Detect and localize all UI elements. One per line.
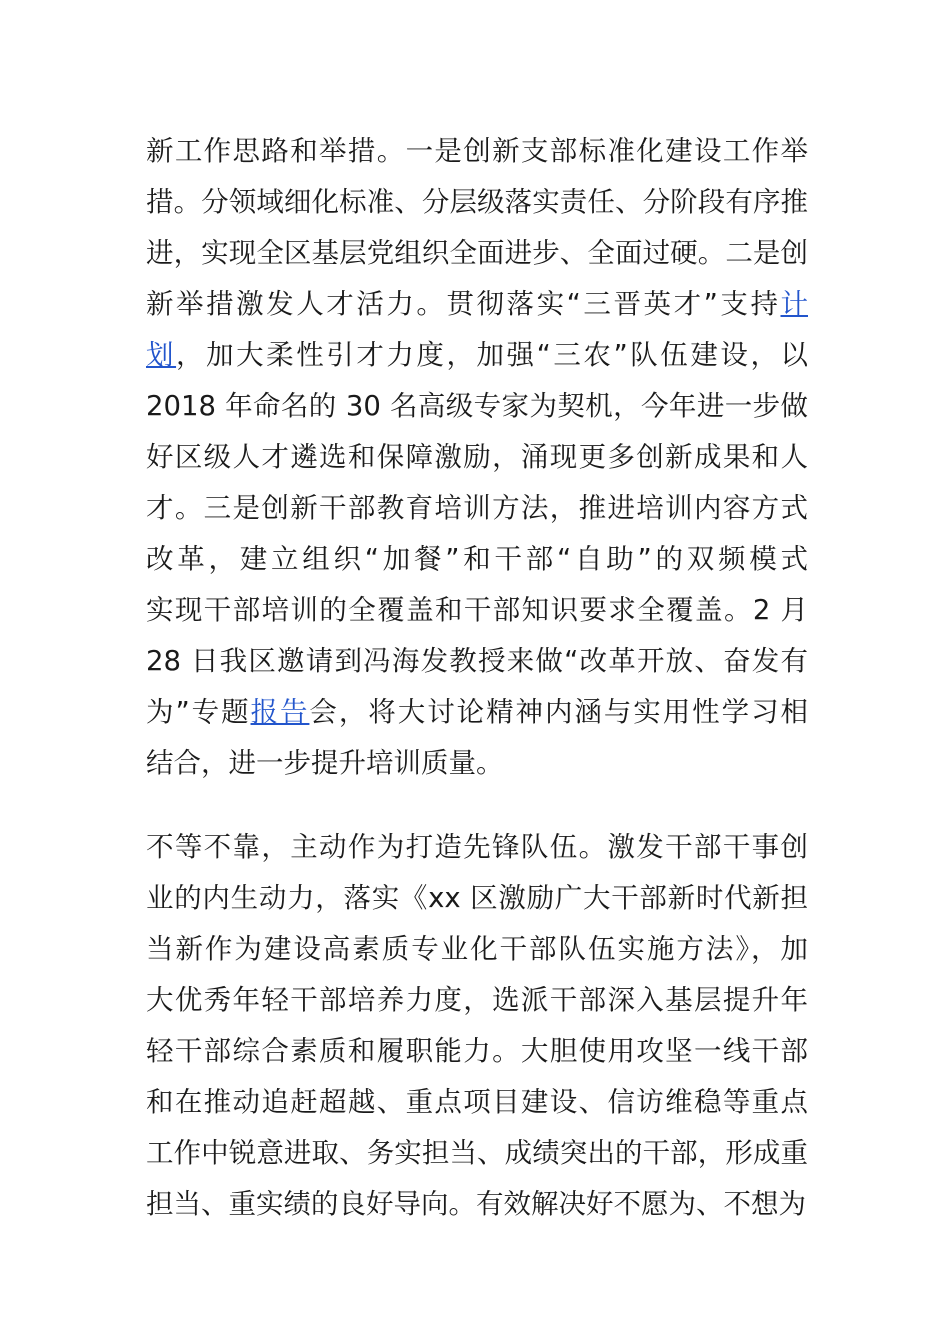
text-run: 担当、重实绩的良好导向。有效解决好不愿为、不想为 — [146, 1188, 806, 1220]
text-run: 新举措激发人才活力。贯彻落实“三晋英才”支持 — [146, 288, 781, 320]
text-run: 会，将大讨论精神内涵与实用性学习相 — [309, 696, 809, 728]
text-run: ，加大柔性引才力度，加强“三农”队伍建设，以 — [176, 339, 808, 371]
text-run: 轻干部综合素质和履职能力。大胆使用攻坚一线干部 — [146, 1035, 808, 1067]
text-line — [146, 822, 808, 873]
text-run: 大优秀年轻干部培养力度，选派干部深入基层提升年 — [146, 984, 808, 1016]
text-line — [146, 177, 808, 228]
text-run: 新工作思路和举措。一是创新支部标准化建设工作举 — [146, 135, 808, 167]
text-run: 改革，建立组织“加餐”和干部“自助”的双频模式 — [146, 543, 808, 575]
text-run: 进，实现全区基层党组织全面进步、全面过硬。二是创 — [146, 237, 808, 269]
text-run: 工作中锐意进取、务实担当、成绩突出的干部，形成重 — [146, 1137, 808, 1169]
text-line — [146, 687, 808, 738]
text-run: 措。分领域细化标准、分层级落实责任、分阶段有序推 — [146, 186, 808, 218]
text-line — [146, 432, 808, 483]
text-run: 业的内生动力，落实《xx 区激励广大干部新时代新担 — [146, 882, 808, 914]
text-line — [146, 738, 808, 789]
text-line — [146, 1077, 808, 1128]
text-run: 28 日我区邀请到冯海发教授来做“改革开放、奋发有 — [146, 645, 808, 677]
text-line — [146, 279, 808, 330]
text-line — [146, 126, 808, 177]
hyperlink-text[interactable]: 报告 — [250, 696, 310, 728]
text-line — [146, 924, 808, 975]
text-run: 为”专题 — [146, 696, 251, 728]
text-line — [146, 381, 808, 432]
text-line — [146, 1026, 808, 1077]
paragraph-talent-training — [146, 126, 808, 789]
hyperlink-text[interactable]: 划 — [146, 339, 177, 371]
text-run: 不等不靠，主动作为打造先锋队伍。激发干部干事创 — [146, 831, 808, 863]
text-run: 2018 年命名的 30 名高级专家为契机，今年进一步做 — [146, 390, 808, 422]
text-run: 才。三是创新干部教育培训方法，推进培训内容方式 — [146, 492, 808, 524]
text-line — [146, 228, 808, 279]
text-line — [146, 1179, 808, 1230]
text-line — [146, 585, 808, 636]
text-run: 结合，进一步提升培训质量。 — [146, 747, 504, 779]
paragraph-vanguard-team — [146, 822, 808, 1230]
text-run: 当新作为建设高素质专业化干部队伍实施方法》，加 — [146, 933, 808, 965]
text-line — [146, 483, 808, 534]
text-line — [146, 975, 808, 1026]
text-line — [146, 1128, 808, 1179]
text-run: 和在推动追赶超越、重点项目建设、信访维稳等重点 — [146, 1086, 808, 1118]
text-line — [146, 873, 808, 924]
text-line — [146, 330, 808, 381]
text-line — [146, 636, 808, 687]
hyperlink-text[interactable]: 计 — [780, 288, 808, 320]
text-run: 好区级人才遴选和保障激励，涌现更多创新成果和人 — [146, 441, 808, 473]
text-line — [146, 534, 808, 585]
text-run: 实现干部培训的全覆盖和干部知识要求全覆盖。2 月 — [146, 594, 808, 626]
